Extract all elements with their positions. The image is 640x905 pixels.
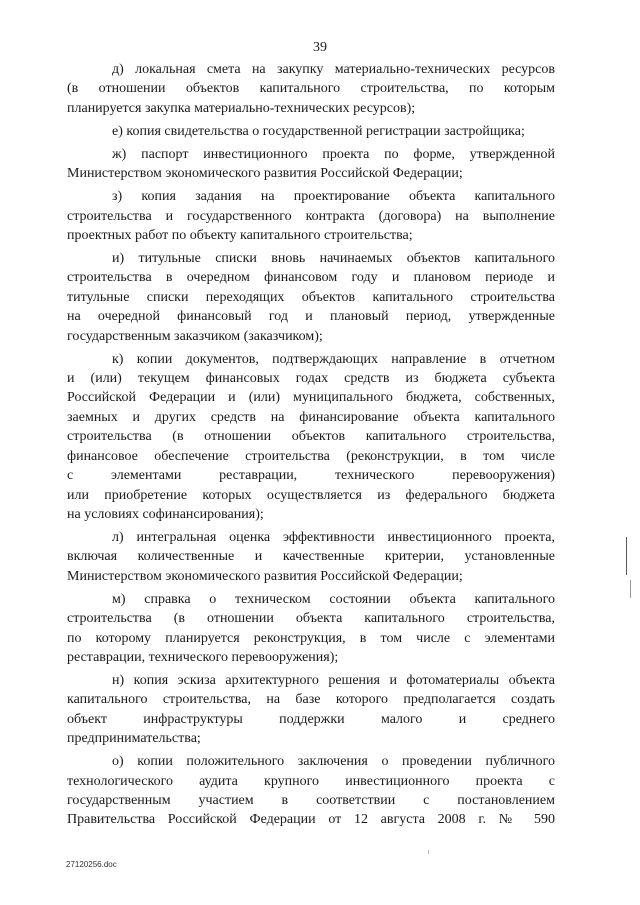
scan-artifact (428, 850, 429, 854)
paragraph (67, 187, 555, 245)
paragraph (67, 60, 555, 118)
paragraph (67, 528, 555, 586)
paragraph-line: планируется закупка материально-технических ресурсов); (67, 100, 416, 116)
paragraph-line: по которому планируется реконструкция, в том числе с элементами (67, 630, 555, 646)
paragraph-line: д) локальная смета на закупку материально-технических ресурсов (112, 62, 555, 77)
paragraph-line: ж) паспорт инвестиционного проекта по форме, утвержденной (112, 146, 555, 162)
paragraph-line: и) титульные списки вновь начинаемых объектов капитального (112, 251, 555, 267)
paragraph-line: (в отношении объектов капитального строительства, по которым (67, 81, 555, 97)
paragraph-line: финансовое обеспечение строительства (реконструкции, в том числе (67, 448, 555, 464)
paragraph (67, 350, 555, 525)
paragraph-line: государственным заказчиком (заказчиком); (67, 328, 323, 344)
margin-line-mark-faint (630, 580, 631, 598)
paragraph (67, 590, 555, 668)
paragraph-line: капитального строительства, на базе которого предполагается создать (67, 692, 555, 708)
paragraph-line: о) копии положительного заключения о проведении публичного (112, 754, 555, 770)
paragraph-line: предпринимательства; (67, 731, 201, 747)
page-number: 39 (313, 40, 327, 55)
margin-line-mark (626, 537, 627, 575)
paragraph-line: и (или) текущем финансовых годах средств из бюджета субъекта (67, 371, 555, 387)
paragraph-line: титульные списки переходящих объектов капитального строительства (67, 289, 555, 305)
paragraph (67, 752, 555, 830)
paragraph-line: Министерством экономического развития Российской Федерации; (67, 166, 463, 182)
paragraph (67, 671, 555, 749)
paragraph-line: Министерством экономического развития Российской Федерации; (67, 568, 463, 584)
paragraph-line: строительства (в отношении объекта капитального строительства, (67, 611, 555, 627)
paragraph-line: проектных работ по объекту капитального строительства; (67, 228, 413, 244)
paragraph (67, 122, 555, 141)
paragraph-line: с элементами реставрации, технического перевооружения) (67, 468, 555, 484)
paragraph-line: или приобретение которых осуществляется из федерального бюджета (67, 487, 555, 503)
paragraph (67, 249, 555, 346)
paragraph-line: государственным участием в соответствии с постановлением (67, 792, 555, 808)
paragraph-line: Российской Федерации и (или) муниципального бюджета, собственных, (67, 390, 555, 406)
paragraph-line: заемных и других средств на финансирование объекта капитального (67, 409, 555, 425)
paragraph-line: объект инфраструктуры поддержки малого и среднего (67, 711, 555, 727)
paragraph-line: строительства и государственного контракта (договора) на выполнение (67, 208, 555, 224)
paragraph-line: з) копия задания на проектирование объекта капитального (112, 189, 555, 205)
paragraph-line: строительства в очередном финансовом году и плановом периоде и (67, 270, 555, 286)
paragraph-line: на очередной финансовый год и плановый период, утвержденные (67, 309, 555, 325)
paragraph-line: строительства (в отношении объектов капитального строительства, (67, 429, 555, 445)
paragraph-line: к) копии документов, подтверждающих направление в отчетном (112, 351, 555, 367)
paragraph-line: Правительства Российской Федерации от 12 августа 2008 г. № 590 (67, 812, 555, 828)
paragraph-line: включая количественные и качественные критерии, установленные (67, 549, 555, 565)
paragraph-line: технологического аудита крупного инвестиционного проекта с (67, 773, 555, 789)
footer-filename: 27120256.doc (66, 860, 117, 869)
paragraph-line: м) справка о техническом состоянии объекта капитального (112, 591, 555, 607)
paragraph-line: реставрации, технического перевооружения); (67, 649, 339, 665)
paragraph (67, 145, 555, 184)
paragraph-line: на условиях софинансирования); (67, 506, 264, 522)
paragraph-line: л) интегральная оценка эффективности инвестиционного проекта, (112, 529, 555, 545)
document-body (67, 60, 555, 830)
paragraph-line: е) копия свидетельства о государственной регистрации застройщика; (112, 123, 525, 139)
paragraph-line: н) копия эскиза архитектурного решения и фотоматериалы объекта (112, 672, 555, 688)
